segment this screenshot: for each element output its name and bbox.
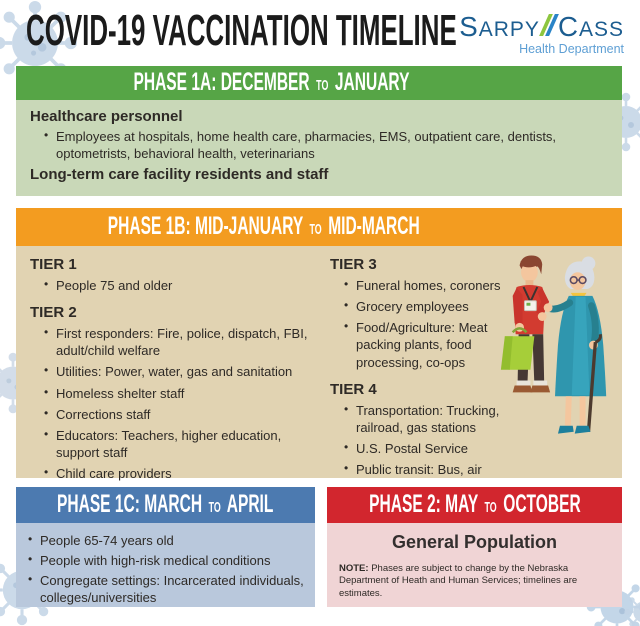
phase-1c-panel <box>16 487 315 607</box>
phase-1a-body <box>16 100 622 196</box>
tier-2-list <box>44 325 326 482</box>
group-title-healthcare-personnel: Healthcare personnel <box>30 108 183 125</box>
phase-1a-panel <box>16 66 622 196</box>
tier-3-block <box>330 256 512 371</box>
phase-2-header: PHASE 2: MAY TO OCTOBER <box>327 487 622 523</box>
tier-3-title: TIER 3 <box>330 256 377 273</box>
phase-1b-header: PHASE 1B: MID-JANUARY TO MID-MARCH <box>16 208 622 246</box>
list-item: • People with high-risk medical conditions <box>28 552 307 569</box>
phase-2-body <box>327 523 622 607</box>
tier-1-title: TIER 1 <box>30 256 77 273</box>
list-item: • People 75 and older <box>44 277 326 294</box>
note-text: NOTE: Phases are subject to change by the Nebraska Department of Heath and Human Services; timelines are estimates. <box>339 562 578 599</box>
page-title: COVID-19 VACCINATION TIMELINE <box>26 6 457 55</box>
list-item: • People 65-74 years old <box>28 532 307 549</box>
list-item: • U.S. Postal Service <box>344 440 512 457</box>
list-item: • Corrections staff <box>44 406 326 423</box>
list-item: • Homeless shelter staff <box>44 385 326 402</box>
tier-1-list <box>44 277 326 294</box>
tier-1-block <box>30 256 326 294</box>
coronavirus-icon <box>624 592 640 626</box>
phase-2-panel <box>327 487 622 607</box>
phase-1c-body <box>16 523 315 607</box>
tier-2-title: TIER 2 <box>30 304 77 322</box>
masthead <box>0 0 640 64</box>
tier-4-list <box>344 402 512 479</box>
logo-word-cass: CASS <box>557 11 624 42</box>
list-item: • Employees at hospitals, home health care, pharmacies, EMS, outpatient care, dentists, optometrists, behavioral health, veterinarians <box>44 128 606 162</box>
phase-1a-bullet-list <box>44 128 606 162</box>
list-item: • Food/Agriculture: Meat packing plants, food processing, co-ops <box>344 319 512 370</box>
tier-2-block <box>30 304 326 482</box>
logo-subtitle: Health Department <box>519 42 624 57</box>
caregiver-elderly-illustration-icon <box>493 251 619 449</box>
phase-1c-list <box>28 532 307 607</box>
list-item: • Utilities: Power, water, gas and sanitation <box>44 363 326 380</box>
phase-1b-body <box>16 246 622 482</box>
tier-4-title: TIER 4 <box>330 380 377 398</box>
general-population-heading: General Population <box>391 532 558 552</box>
phase-1c-header: PHASE 1C: MARCH TO APRIL <box>16 487 315 523</box>
logo-word-sarpy: SARPY <box>459 11 540 42</box>
list-item: • First responders: Fire, police, dispatch, FBI, adult/child welfare <box>44 325 326 359</box>
health-department-logo <box>459 12 624 56</box>
list-item: • Congregate settings: Incarcerated individuals, colleges/universities <box>28 572 307 606</box>
list-item: • Transportation: Trucking, railroad, gas stations <box>344 402 512 436</box>
note-label: NOTE: <box>339 562 369 574</box>
tier-4-block <box>330 381 512 479</box>
tier-3-list <box>344 277 512 371</box>
man-figure <box>501 256 550 393</box>
group-title-long-term-care: Long-term care facility residents and staff <box>30 166 329 184</box>
phase-1b-panel <box>16 208 622 482</box>
list-item: • Funeral homes, coroners <box>344 277 512 294</box>
elderly-woman-figure <box>544 256 607 433</box>
logo-slash-icon <box>542 14 556 36</box>
list-item: • Grocery employees <box>344 298 512 315</box>
phase-1a-header: PHASE 1A: DECEMBER TO JANUARY <box>16 66 622 100</box>
list-item: • Educators: Teachers, higher education, support staff <box>44 427 326 461</box>
list-item: • Public transit: Bus, air <box>344 461 512 478</box>
list-item: • Child care providers <box>44 465 326 482</box>
